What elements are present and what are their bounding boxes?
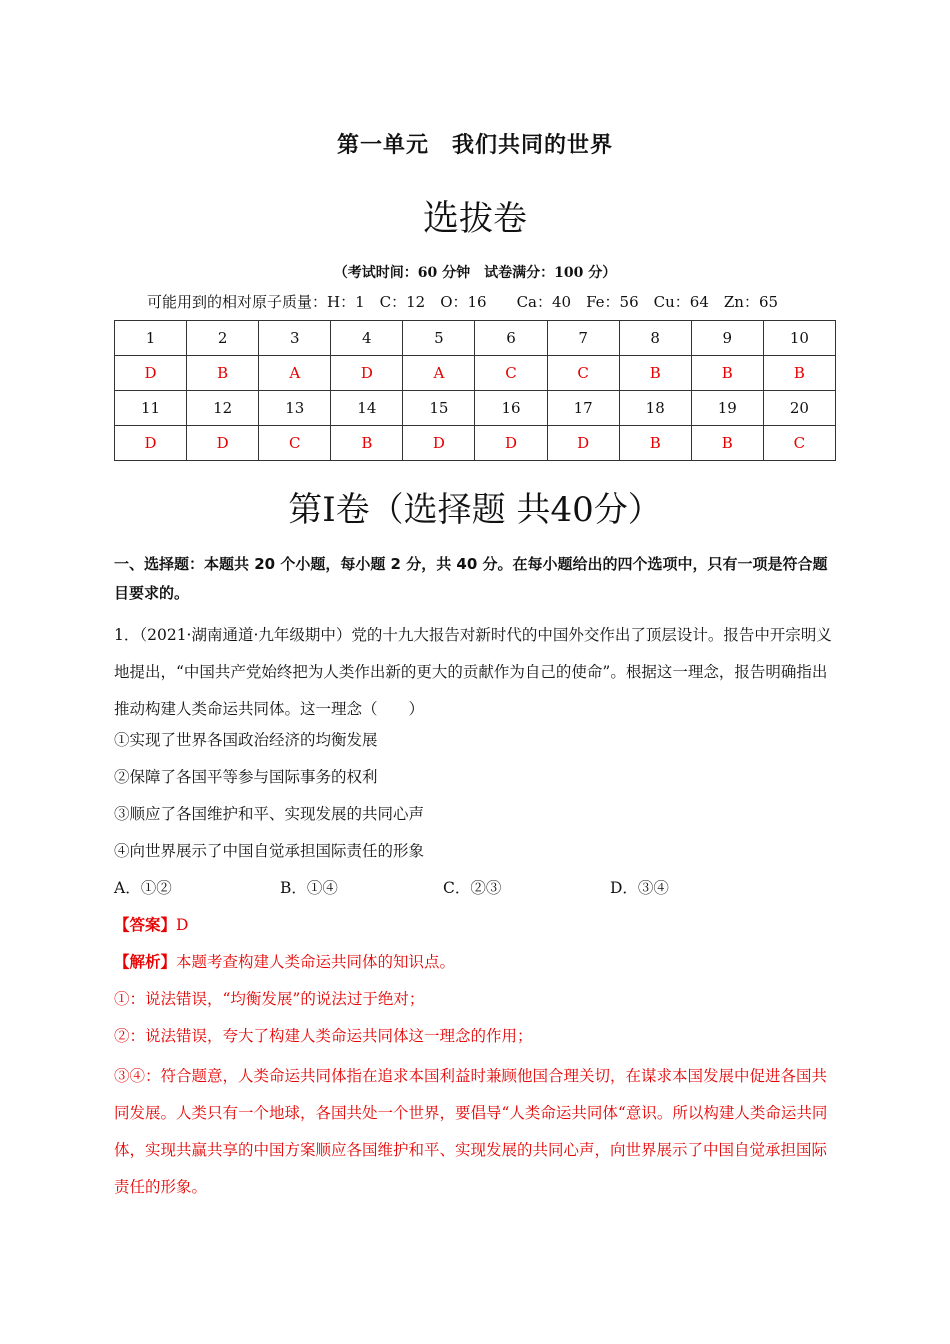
table-row [115,321,836,356]
table-cell-number: 7 [547,321,619,356]
table-cell-answer: C [763,426,835,461]
table-row [115,426,836,461]
table-cell-answer: B [331,426,403,461]
option-d: D．③④ [610,879,669,897]
statement-4: ④向世界展示了中国自觉承担国际责任的形象 [114,842,425,860]
table-cell-number: 14 [331,391,403,426]
table-cell-number: 15 [403,391,475,426]
statement-3: ③顺应了各国维护和平、实现发展的共同心声 [114,805,425,823]
table-row [115,391,836,426]
question-stem: 1．（2021·湖南通道·九年级期中）党的十九大报告对新时代的中国外交作出了顶层设计。报告中开宗明义地提出，“中国共产党始终把为人类作出新的更大的贡献作为自己的使命”。根据这一理念，报告明确指出推动构建人类命运共同体。这一理念（ ） [114,626,832,718]
table-cell-number: 2 [187,321,259,356]
table-cell-answer: D [331,356,403,391]
section-instruction: 一、选择题：本题共 20 个小题，每小题 2 分，共 40 分。在每小题给出的四个选项中，只有一项是符合题目要求的。 [114,555,828,602]
table-cell-number: 4 [331,321,403,356]
table-cell-answer: D [403,426,475,461]
answer-value: D [176,916,189,934]
answer-line [114,913,188,935]
table-cell-answer: D [115,426,187,461]
statement-1: ①实现了世界各国政治经济的均衡发展 [114,731,378,749]
table-cell-answer: D [187,426,259,461]
table-row [115,356,836,391]
table-cell-answer: A [259,356,331,391]
unit-title: 第一单元 我们共同的世界 [336,133,613,158]
table-cell-answer: B [691,426,763,461]
table-cell-number: 10 [763,321,835,356]
table-cell-number: 6 [475,321,547,356]
paper-title-first-char: 选 [422,198,459,239]
table-cell-number: 3 [259,321,331,356]
table-cell-answer: B [619,356,691,391]
statement-2: ②保障了各国平等参与国际事务的权利 [114,768,378,786]
table-cell-number: 11 [115,391,187,426]
table-cell-answer: B [619,426,691,461]
atomic-mass-line: 可能用到的相对原子质量：H：1 C：12 O：16 Ca：40 Fe：56 Cu：64 Zn：65 [147,293,779,311]
paper-title-rest: 拔卷 [459,199,527,239]
table-cell-number: 9 [691,321,763,356]
table-cell-number: 17 [547,391,619,426]
table-cell-number: 18 [619,391,691,426]
table-cell-answer: B [187,356,259,391]
table-cell-answer: B [763,356,835,391]
table-cell-answer: C [259,426,331,461]
explanation-line-1: ①：说法错误，“均衡发展”的说法过于绝对； [114,990,425,1008]
option-b: B．①④ [280,879,338,897]
table-cell-number: 1 [115,321,187,356]
table-cell-answer: C [547,356,619,391]
table-cell-answer: D [115,356,187,391]
answer-key-table [114,320,836,461]
table-cell-number: 5 [403,321,475,356]
table-cell-number: 8 [619,321,691,356]
explanation-line-2: ②：说法错误，夸大了构建人类命运共同体这一理念的作用； [114,1027,533,1045]
exam-info: （考试时间：60 分钟 试卷满分：100 分） [333,265,617,281]
section-title: 第Ⅰ卷（选择题 共40分） [288,490,662,530]
explanation-intro-line [114,950,455,972]
table-cell-number: 13 [259,391,331,426]
table-cell-answer: A [403,356,475,391]
table-cell-answer: B [691,356,763,391]
table-cell-answer: D [475,426,547,461]
paper-title [0,190,950,241]
table-cell-number: 12 [187,391,259,426]
answer-label: 【答案】 [114,916,177,934]
table-cell-answer: D [547,426,619,461]
option-a: A．①② [114,879,172,897]
table-cell-number: 16 [475,391,547,426]
explanation-detail: ③④：符合题意，人类命运共同体指在追求本国利益时兼顾他国合理关切，在谋求本国发展中促进各国共同发展。人类只有一个地球，各国共处一个世界，要倡导“人类命运共同体“意识。所以构建人类命运共同体，实现共赢共享的中国方案顺应各国维护和平、实现发展的共同心声，向世界展示了中国自觉承担国际责任的形象。 [114,1067,828,1196]
table-cell-number: 19 [691,391,763,426]
explanation-intro: 本题考查构建人类命运共同体的知识点。 [176,953,456,971]
explanation-label: 【解析】 [114,953,177,971]
table-cell-answer: C [475,356,547,391]
option-c: C．②③ [443,879,502,897]
table-cell-number: 20 [763,391,835,426]
